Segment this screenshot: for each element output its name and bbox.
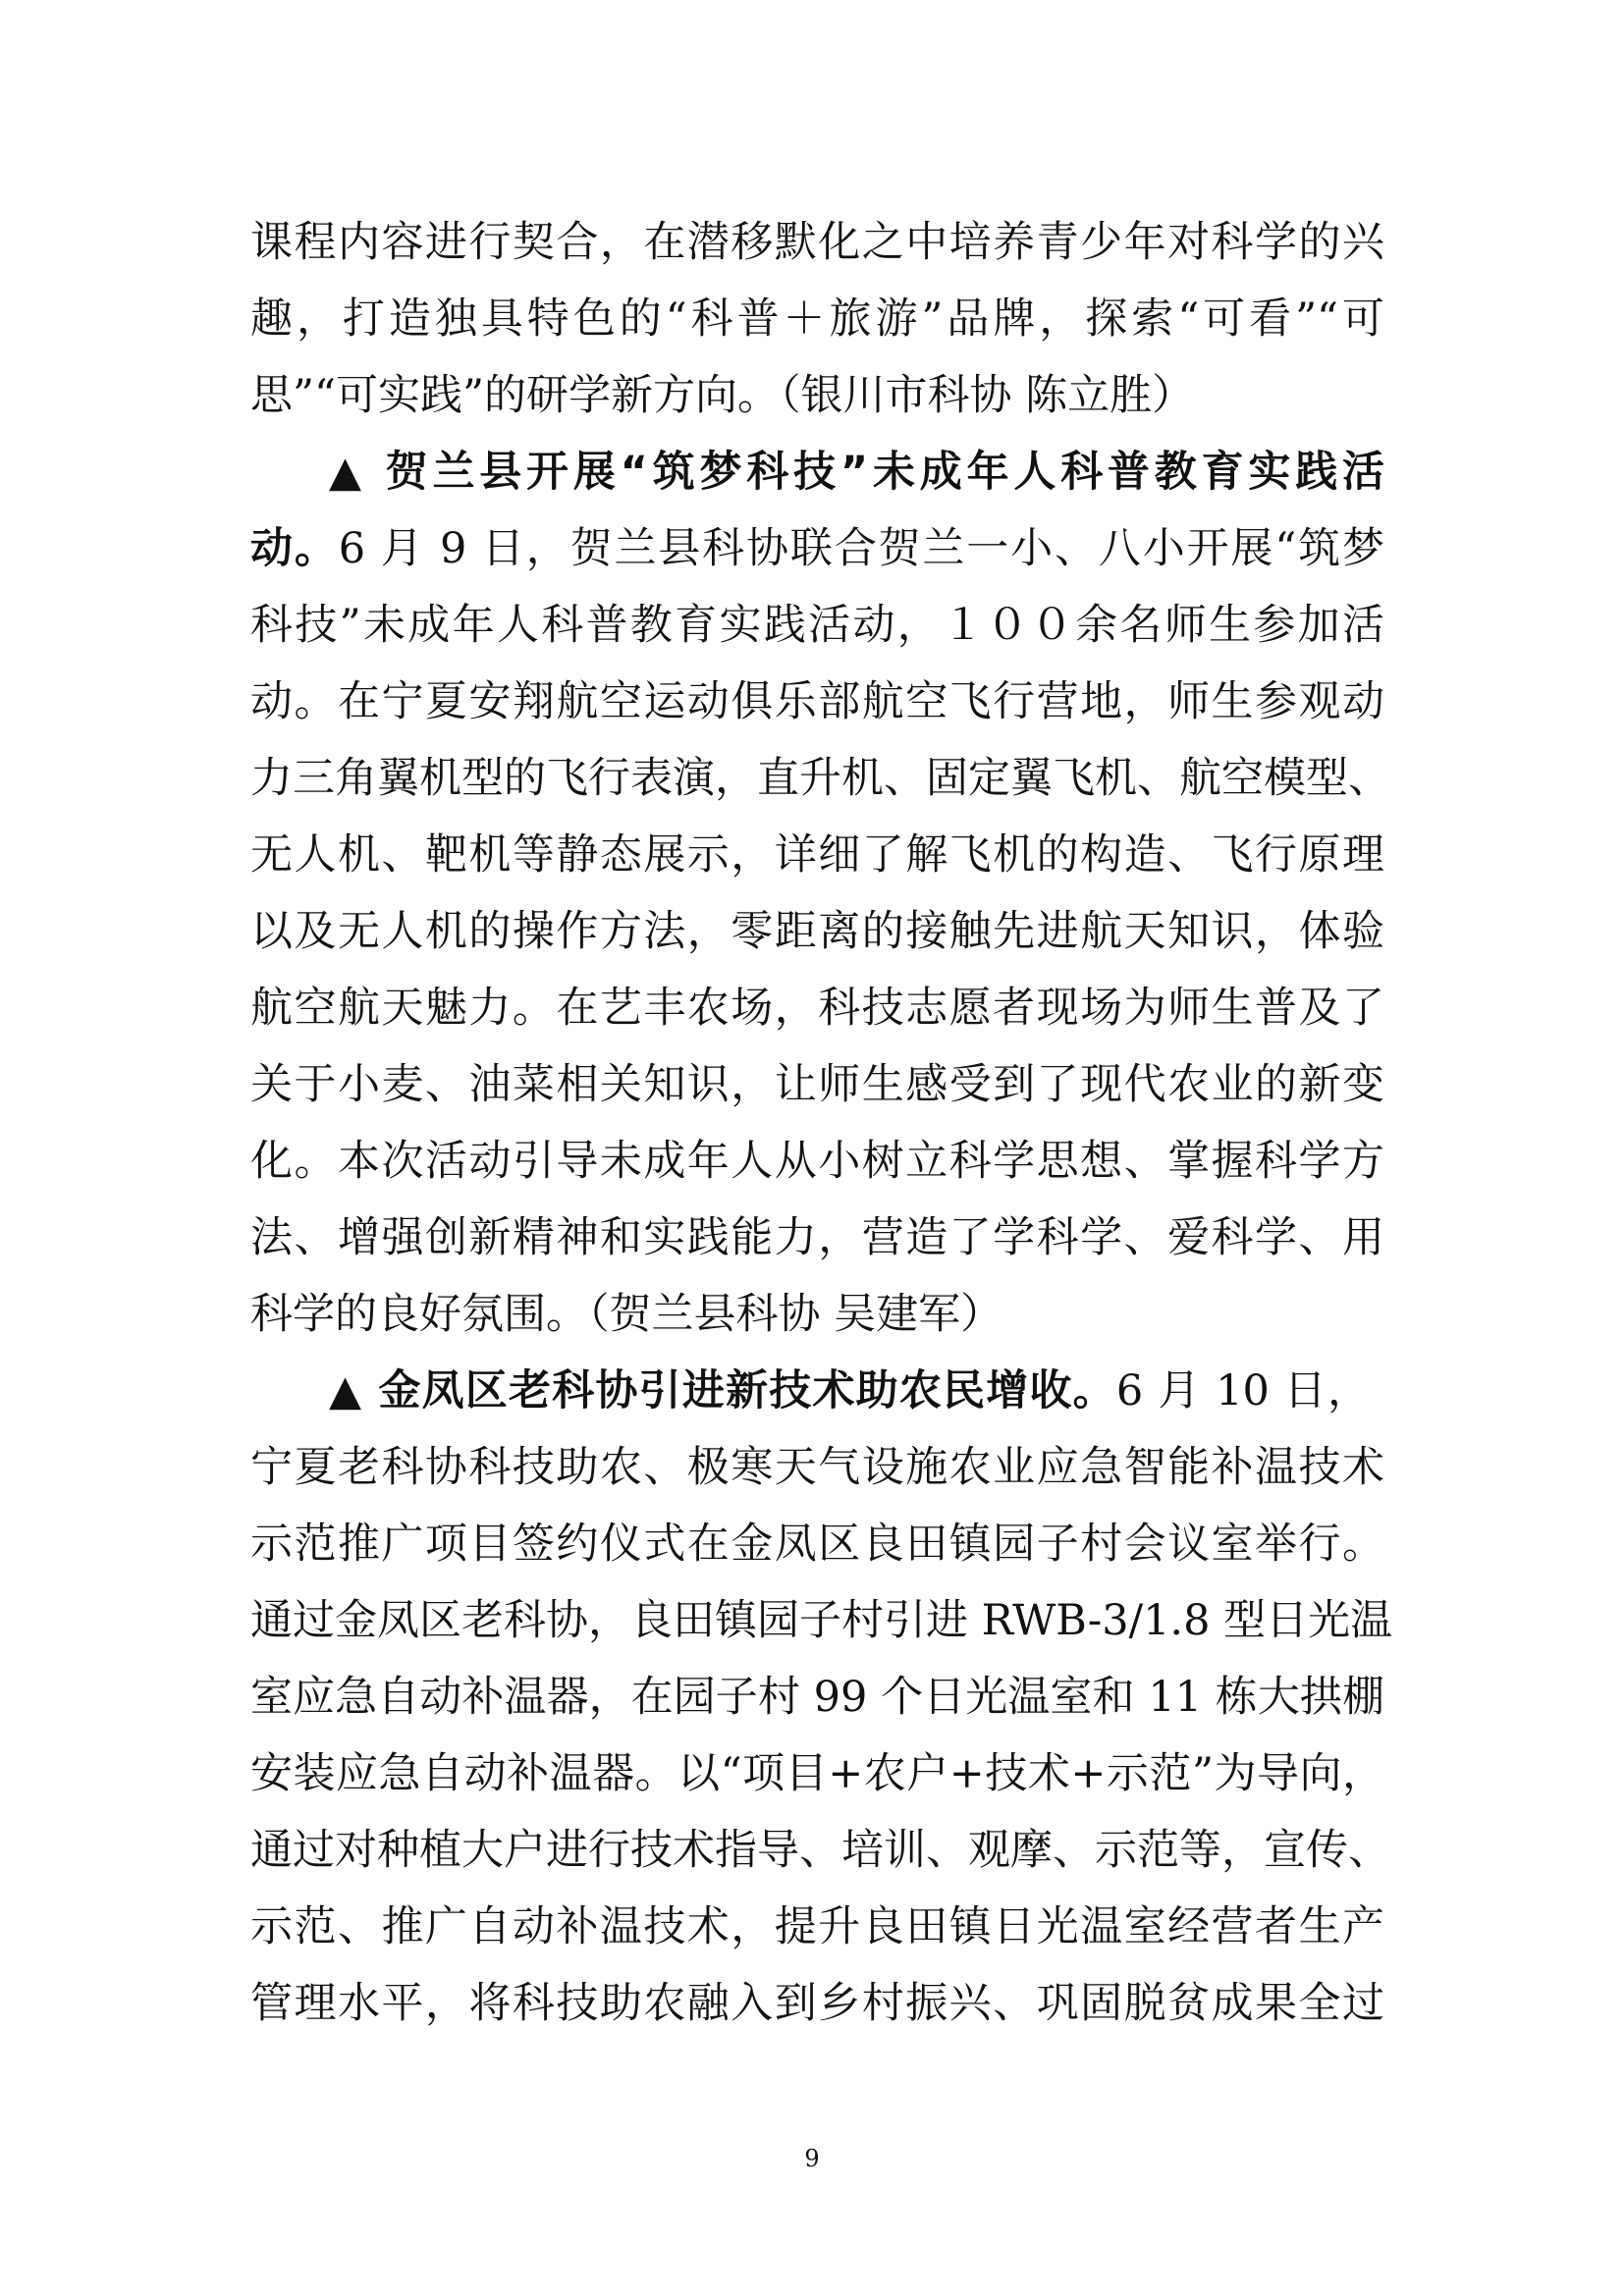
line-text: 通过金凤区老科协，良田镇园子村引进 RWB-3/1.8 型日光温: [250, 1596, 1393, 1645]
text-line: [250, 826, 1384, 884]
text-line: [250, 213, 1384, 272]
line-text: 示范推广项目签约仪式在金凤区良田镇园子村会议室举行。: [250, 1520, 1384, 1569]
line-text: 科技”未成年人科普教育实践活动，１００余名师生参加活: [250, 601, 1384, 650]
text-line: [250, 1974, 1384, 2033]
text-line: [250, 366, 1194, 425]
text-line: [250, 1897, 1384, 1956]
line-text: 趣，打造独具特色的“科普＋旅游”品牌，探索“可看”“可: [250, 294, 1384, 344]
text-line: [250, 1668, 1384, 1727]
text-line: [250, 1132, 1384, 1191]
heading-text: ▲ 贺兰县开展“筑梦科技”未成年人科普教育实践活: [329, 448, 1384, 497]
line-text: 科学的良好氛围。（贺兰县科协 吴建军）: [250, 1290, 1003, 1339]
section-heading: [329, 1362, 1370, 1420]
page-number: 9: [804, 2145, 820, 2172]
line-text: 动。在宁夏安翔航空运动俱乐部航空飞行营地，师生参观动: [250, 677, 1384, 726]
line-text: 宁夏老科协科技助农、极寒天气设施农业应急智能补温技术: [250, 1443, 1384, 1492]
heading-text: 动。: [250, 524, 339, 573]
line-text: 6 月 9 日，贺兰县科协联合贺兰一小、八小开展“筑梦: [338, 524, 1384, 573]
text-line: [250, 1821, 1390, 1880]
section-heading: [329, 443, 1384, 502]
text-line: [250, 1515, 1384, 1574]
line-text: 6 月 10 日，: [1115, 1366, 1370, 1415]
line-text: 课程内容进行契合，在潜移默化之中培养青少年对科学的兴: [250, 218, 1384, 267]
text-line: [250, 1744, 1384, 1803]
heading-text: ▲ 金凤区老科协引进新技术助农民增收。: [329, 1366, 1116, 1415]
text-line: [250, 672, 1384, 731]
text-line: [250, 902, 1384, 961]
line-text: 管理水平，将科技助农融入到乡村振兴、巩固脱贫成果全过: [250, 1979, 1384, 2028]
line-text: 法、增强创新精神和实践能力，营造了学科学、爱科学、用: [250, 1213, 1384, 1262]
text-line: [250, 596, 1384, 655]
line-text: 航空航天魅力。在艺丰农场，科技志愿者现场为师生普及了: [250, 984, 1384, 1033]
line-text: 以及无人机的操作方法，零距离的接触先进航天知识，体验: [250, 907, 1384, 956]
text-line: [250, 749, 1390, 808]
text-line: [250, 1208, 1384, 1267]
line-text: 安装应急自动补温器。以“项目+农户+技术+示范”为导向，: [250, 1749, 1384, 1798]
line-text: 关于小麦、油菜相关知识，让师生感受到了现代农业的新变: [250, 1060, 1384, 1109]
line-text: 思”“可实践”的研学新方向。（银川市科协 陈立胜）: [250, 371, 1195, 420]
line-text: 化。本次活动引导未成年人从小树立科学思想、掌握科学方: [250, 1137, 1384, 1186]
text-line: [250, 1055, 1384, 1114]
text-line: [250, 290, 1384, 348]
line-text: 室应急自动补温器，在园子村 99 个日光温室和 11 栋大拱棚: [250, 1673, 1384, 1722]
line-text: 示范、推广自动补温技术，提升良田镇日光温室经营者生产: [250, 1902, 1384, 1951]
line-text: 通过对种植大户进行技术指导、培训、观摩、示范等，宣传、: [250, 1826, 1390, 1875]
text-line: [250, 1591, 1393, 1650]
text-line: [250, 1285, 1002, 1344]
text-line: [250, 1438, 1384, 1497]
text-line: [250, 519, 1384, 578]
line-text: 无人机、靶机等静态展示，详细了解飞机的构造、飞行原理: [250, 830, 1384, 880]
line-text: 力三角翼机型的飞行表演，直升机、固定翼飞机、航空模型、: [250, 754, 1390, 803]
text-line: [250, 979, 1384, 1038]
